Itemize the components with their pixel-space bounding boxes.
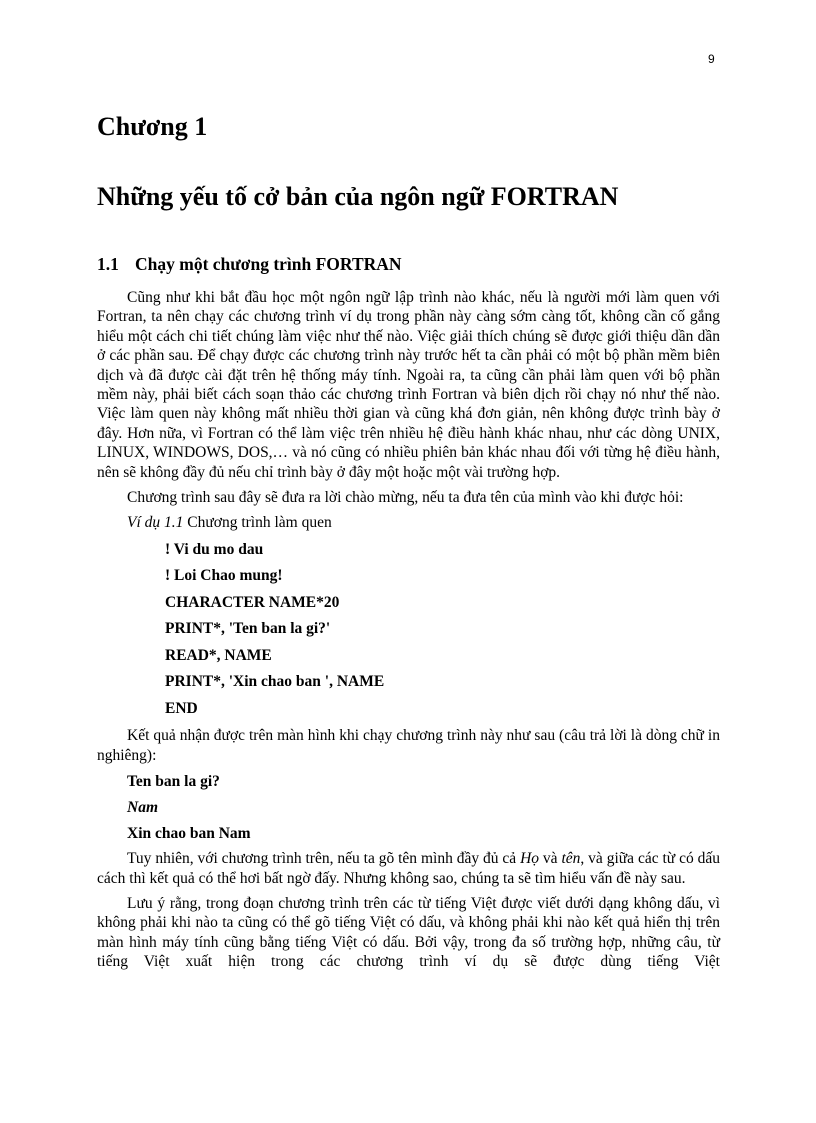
text-run: Tuy nhiên, với chương trình trên, nếu ta gõ tên mình đầy đủ cả [127, 850, 521, 868]
example-caption-text: Chương trình làm quen [183, 514, 332, 532]
section-heading [97, 254, 402, 275]
section-number: 1.1 [97, 254, 119, 274]
code-line: READ*, NAME [165, 646, 272, 664]
code-line: ! Vi du mo dau [165, 540, 264, 558]
text-run: , và giữa các từ có dấu cách thì kết quả có thể hơi bất ngờ đấy. Nhưng không sao, chúng ta sẽ tìm hiểu vấn đề này sau. [97, 850, 721, 887]
code-line: END [165, 699, 198, 717]
paragraph-result: Kết quả nhận được trên màn hình khi chạy chương trình này như sau (câu trả lời là dòng chữ in nghiêng): [97, 727, 720, 764]
section-title: Chạy một chương trình FORTRAN [135, 254, 402, 274]
chapter-heading: Chương 1 [97, 112, 208, 141]
code-line: CHARACTER NAME*20 [165, 593, 340, 611]
code-line: ! Loi Chao mung! [165, 567, 283, 585]
paragraph-name-note [97, 849, 720, 888]
page-number: 9 [708, 52, 715, 66]
italic-term: tên [561, 850, 581, 868]
program-output [127, 769, 720, 847]
paragraph-intro: Cũng như khi bắt đầu học một ngôn ngữ lập trình nào khác, nếu là người mới làm quen với Fortran, ta nên chạy các chương trình ví dụ trong phần này càng sớm càng tốt, không cần cố gắng hiểu một cách chi tiết chúng làm việc như thế nào. Việc giải thích chúng sẽ được giới thiệu dần dần ở các phần sau. Để chạy được các chương trình này trước hết ta cần phải có một bộ phần mềm biên dịch và đã được cài đặt trên hệ thống máy tính. Ngoài ra, ta cũng cần phải làm quen với bộ phần mềm này, phải biết cách soạn thảo các chương trình Fortran và biên dịch rồi chạy nó như thế nào. Việc làm quen này không mất nhiều thời gian và cũng khá đơn giản, nên không được trình bày ở đây. Hơn nữa, vì Fortran có thể làm việc trên nhiều hệ điều hành khác nhau, như các dòng UNIX, LINUX, WINDOWS, DOS,… và nó cũng có nhiều phiên bản khác nhau đối với từng hệ điều hành, nên sẽ không đầy đủ nếu chỉ trình bày ở đây một hoặc một vài trường hợp. [97, 289, 720, 481]
example-label: Ví dụ 1.1 [127, 514, 184, 532]
paragraph-program-intro: Chương trình sau đây sẽ đưa ra lời chào mừng, nếu ta đưa tên của mình vào khi được hỏi: [127, 489, 684, 507]
paragraph-vietnamese-note: Lưu ý rằng, trong đoạn chương trình trên các từ tiếng Việt được viết dưới dạng không dấu, vì không phải khi nào ta cũng có thể gõ tiếng Việt có dấu, và không phải khi nào kết quả hiển thị trên màn hình máy tính cũng bằng tiếng Việt có dấu. Bởi vậy, trong đa số trường hợp, những câu, từ tiếng Việt xuất hiện trong các chương trình ví dụ sẽ được dùng tiếng Việt [97, 895, 720, 971]
chapter-title: Những yếu tố cở bản của ngôn ngữ FORTRAN [97, 182, 619, 211]
code-line: PRINT*, 'Xin chao ban ', NAME [165, 673, 385, 691]
code-listing [165, 537, 720, 723]
output-line-input: Nam [127, 799, 158, 817]
body-text [97, 288, 720, 978]
code-line: PRINT*, 'Ten ban la gi?' [165, 620, 331, 638]
example-caption [127, 513, 720, 532]
italic-term: Họ [520, 850, 540, 868]
output-line: Ten ban la gi? [127, 773, 220, 791]
text-run: và [539, 850, 562, 868]
output-line: Xin chao ban Nam [127, 825, 251, 843]
